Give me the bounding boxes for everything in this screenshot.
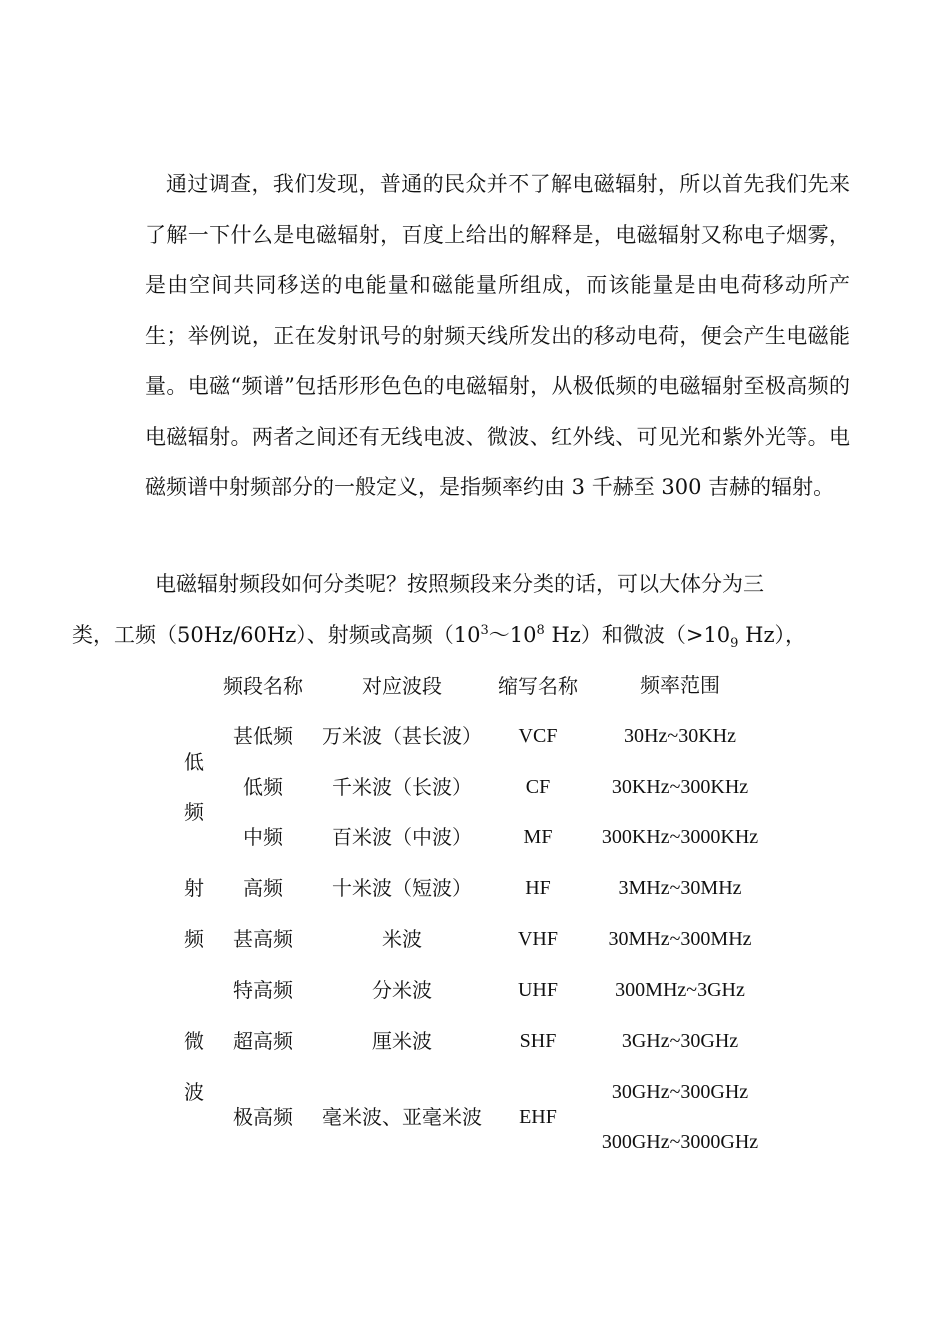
row-name: 中频 xyxy=(243,825,283,849)
group-low-1: 低 xyxy=(184,750,204,774)
classification-line-1: 电磁辐射频段如何分类呢？按照频段来分类的话，可以大体分为三 xyxy=(155,572,764,596)
row-band: 毫米波、亚毫米波 xyxy=(322,1105,482,1129)
row-band: 万米波（甚长波） xyxy=(322,724,482,748)
header-frequency-range: 频率范围 xyxy=(640,675,720,697)
row-band: 分米波 xyxy=(372,978,432,1002)
row-range-2: 300GHz~3000GHz xyxy=(601,1131,759,1153)
line2-mid: ～10 xyxy=(488,623,537,647)
row-abbr: UHF xyxy=(517,979,558,1001)
header-abbreviation: 缩写名称 xyxy=(498,674,578,698)
exponent-8: 8 xyxy=(536,623,545,638)
row-abbr: SHF xyxy=(519,1030,557,1052)
row-range: 3GHz~30GHz xyxy=(621,1030,739,1052)
header-band-name: 频段名称 xyxy=(223,674,303,698)
row-abbr: HF xyxy=(525,877,551,899)
group-mw-2: 波 xyxy=(184,1080,204,1104)
group-low-2: 频 xyxy=(184,800,204,824)
row-abbr: MF xyxy=(523,826,553,848)
group-rf-2: 频 xyxy=(184,927,204,951)
row-range: 30KHz~300KHz xyxy=(611,776,749,798)
intro-paragraph: 通过调查，我们发现，普通的民众并不了解电磁辐射，所以首先我们先来了解一下什么是电磁辐射，百度上给出的解释是，电磁辐射又称电子烟雾，是由空间共同移送的电能量和磁能量所组成，而该能量是由电荷移动所产生；举例说，正在发射讯号的射频天线所发出的移动电荷，便会产生电磁能量。电磁“频谱”包括形形色色的电磁辐射，从极低频的电磁辐射至极高频的电磁辐射。两者之间还有无线电波、微波、红外线、可见光和紫外光等。电磁频谱中射频部分的一般定义，是指频率约由 3 千赫至 300 吉赫的辐射。 xyxy=(145,172,850,499)
row-name: 特高频 xyxy=(233,978,293,1002)
row-band: 千米波（长波） xyxy=(332,775,472,799)
exponent-3: 3 xyxy=(480,623,489,638)
row-abbr: EHF xyxy=(519,1106,557,1128)
row-band: 米波 xyxy=(382,927,422,951)
group-rf-1: 射 xyxy=(184,876,204,900)
header-wave-band: 对应波段 xyxy=(362,674,442,698)
row-name: 甚低频 xyxy=(233,724,293,748)
row-range: 30MHz~300MHz xyxy=(608,928,752,950)
row-band: 百米波（中波） xyxy=(332,825,472,849)
group-mw-1: 微 xyxy=(184,1029,204,1053)
line2-post: Hz）， xyxy=(738,623,807,647)
line2-mid2: Hz）和微波（>10 xyxy=(544,623,731,647)
row-range: 300MHz~3GHz xyxy=(615,979,745,1001)
line2-pre: 类，工频（50Hz/60Hz）、射频或高频（10 xyxy=(72,623,481,647)
row-abbr: CF xyxy=(525,776,551,798)
row-name: 甚高频 xyxy=(233,927,293,951)
row-range: 30GHz~300GHz xyxy=(611,1081,749,1103)
row-name: 低频 xyxy=(243,775,283,799)
row-range: 30Hz~30KHz xyxy=(624,725,736,747)
row-name: 极高频 xyxy=(233,1105,293,1129)
row-abbr: VHF xyxy=(517,928,558,950)
exponent-9: 9 xyxy=(730,636,739,652)
row-range: 300KHz~3000KHz xyxy=(601,826,759,848)
row-band: 厘米波 xyxy=(372,1029,432,1053)
row-name: 超高频 xyxy=(233,1029,293,1053)
row-name: 高频 xyxy=(243,876,283,900)
row-band: 十米波（短波） xyxy=(332,876,472,900)
row-abbr: VCF xyxy=(518,725,558,747)
row-range: 3MHz~30MHz xyxy=(618,877,742,899)
classification-line-2 xyxy=(72,620,806,650)
